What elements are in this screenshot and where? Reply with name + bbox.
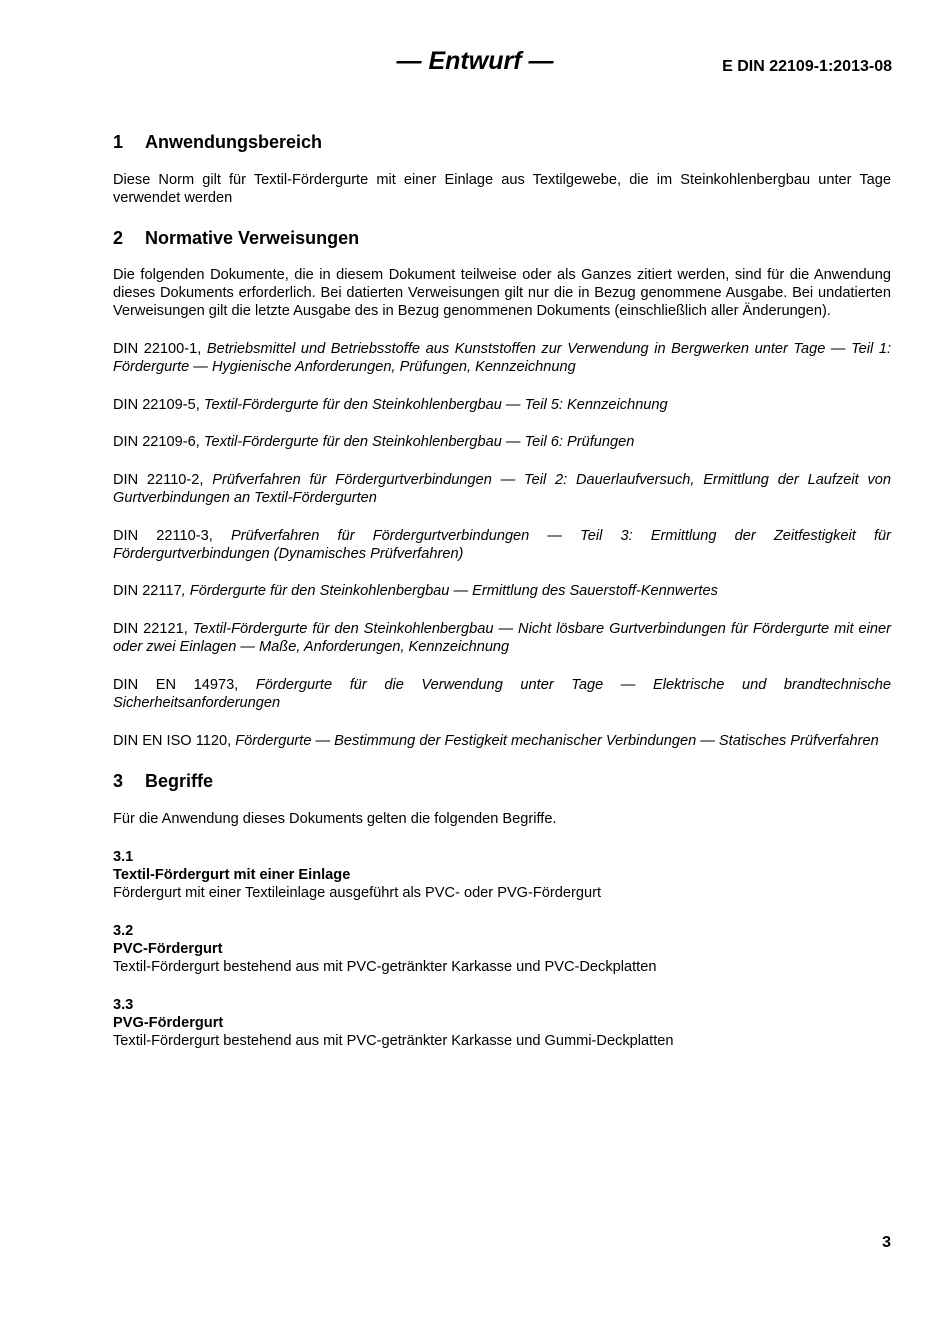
reference-entry	[113, 620, 891, 656]
reference-code: DIN EN ISO 1120,	[113, 733, 232, 749]
reference-title: Textil-Fördergurte für den Steinkohlenbergbau — Nicht lösbare Gurtverbindungen für Fördergurte mit einer oder zwei Einlagen — Maße, Anforderungen, Kennzeichnung	[113, 621, 891, 655]
reference-code: DIN 22109-6,	[113, 434, 200, 450]
term-entry	[113, 996, 891, 1050]
normative-intro-paragraph: Die folgenden Dokumente, die in diesem Dokument teilweise oder als Ganzes zitiert werden, sind für die Anwendung dieses Dokuments erforderlich. Bei datierten Verweisungen gilt nur die in Bezug genommene Ausgabe. Bei undatierten Verweisungen gilt die letzte Ausgabe des in Bezug genommenen Dokuments (einschließlich aller Änderungen).	[113, 267, 891, 319]
section-heading-1	[113, 131, 891, 153]
term-name: Textil-Fördergurt mit einer Einlage	[113, 867, 351, 883]
reference-entry	[113, 527, 891, 563]
term-definition: Fördergurt mit einer Textileinlage ausgeführt als PVC- oder PVG-Fördergurt	[113, 885, 602, 901]
term-number: 3.2	[113, 923, 134, 939]
section-number: 2	[113, 228, 124, 248]
page-number: 3	[882, 1234, 891, 1251]
reference-title: Fördergurte für die Verwendung unter Tage — Elektrische und brandtechnische Sicherheitsanforderungen	[113, 677, 892, 711]
reference-entry	[113, 396, 891, 414]
reference-code: DIN 22110-3,	[113, 528, 213, 544]
section-number: 1	[113, 132, 124, 152]
term-definition: Textil-Fördergurt bestehend aus mit PVC-getränkter Karkasse und Gummi-Deckplatten	[113, 1033, 674, 1049]
reference-code: DIN 22121,	[113, 621, 188, 637]
term-number: 3.3	[113, 997, 134, 1013]
section-heading-2	[113, 227, 891, 249]
reference-entry	[113, 732, 891, 750]
term-entry	[113, 848, 891, 902]
reference-code: DIN 22110-2,	[113, 472, 204, 488]
reference-title: Textil-Fördergurte für den Steinkohlenbergbau — Teil 6: Prüfungen	[203, 434, 635, 450]
reference-entry	[113, 340, 891, 376]
section-title: Anwendungsbereich	[145, 132, 323, 152]
reference-entry	[113, 471, 891, 507]
reference-title: Fördergurte — Bestimmung der Festigkeit mechanischer Verbindungen — Statisches Prüfverfahren	[235, 733, 879, 749]
draft-title: — Entwurf —	[396, 47, 554, 75]
reference-code: DIN EN 14973,	[113, 677, 239, 693]
reference-title: Textil-Fördergurte für den Steinkohlenbergbau — Teil 5: Kennzeichnung	[203, 397, 668, 413]
reference-entry	[113, 676, 891, 712]
reference-title: Betriebsmittel und Betriebsstoffe aus Kunststoffen zur Verwendung in Bergwerken unter Tage — Teil 1: Fördergurte — Hygienische Anforderungen, Prüfungen, Kennzeichnung	[113, 341, 891, 375]
terms-intro-paragraph: Für die Anwendung dieses Dokuments gelten die folgenden Begriffe.	[113, 811, 557, 827]
section-number: 3	[113, 771, 124, 791]
section-title: Begriffe	[145, 771, 214, 791]
reference-title: Prüfverfahren für Fördergurtverbindungen — Teil 3: Ermittlung der Zeitfestigkeit für Fördergurtverbindungen (Dynamisches Prüfverfahren)	[113, 528, 891, 562]
reference-code: DIN 22117	[113, 583, 182, 599]
reference-title: Prüfverfahren für Fördergurtverbindungen — Teil 2: Dauerlaufversuch, Ermittlung der Laufzeit von Gurtverbindungen an Textil-Fördergurten	[113, 472, 892, 506]
section-title: Normative Verweisungen	[145, 228, 360, 248]
reference-entry	[113, 433, 891, 451]
reference-entry	[113, 582, 891, 600]
term-number: 3.1	[113, 849, 134, 865]
term-name: PVC-Fördergurt	[113, 941, 223, 957]
term-entry	[113, 922, 891, 976]
reference-code: DIN 22109-5,	[113, 397, 200, 413]
section-heading-3	[113, 770, 891, 792]
term-name: PVG-Fördergurt	[113, 1015, 224, 1031]
scope-paragraph: Diese Norm gilt für Textil-Fördergurte mit einer Einlage aus Textilgewebe, die im Steinkohlenbergbau unter Tage verwendet werden	[113, 172, 891, 206]
document-id: E DIN 22109-1:2013-08	[722, 58, 892, 75]
reference-code: DIN 22100-1,	[113, 341, 202, 357]
reference-title: , Fördergurte für den Steinkohlenbergbau — Ermittlung des Sauerstoff-Kennwertes	[181, 583, 718, 599]
term-definition: Textil-Fördergurt bestehend aus mit PVC-getränkter Karkasse und PVC-Deckplatten	[113, 959, 657, 975]
document-body	[113, 131, 891, 1050]
